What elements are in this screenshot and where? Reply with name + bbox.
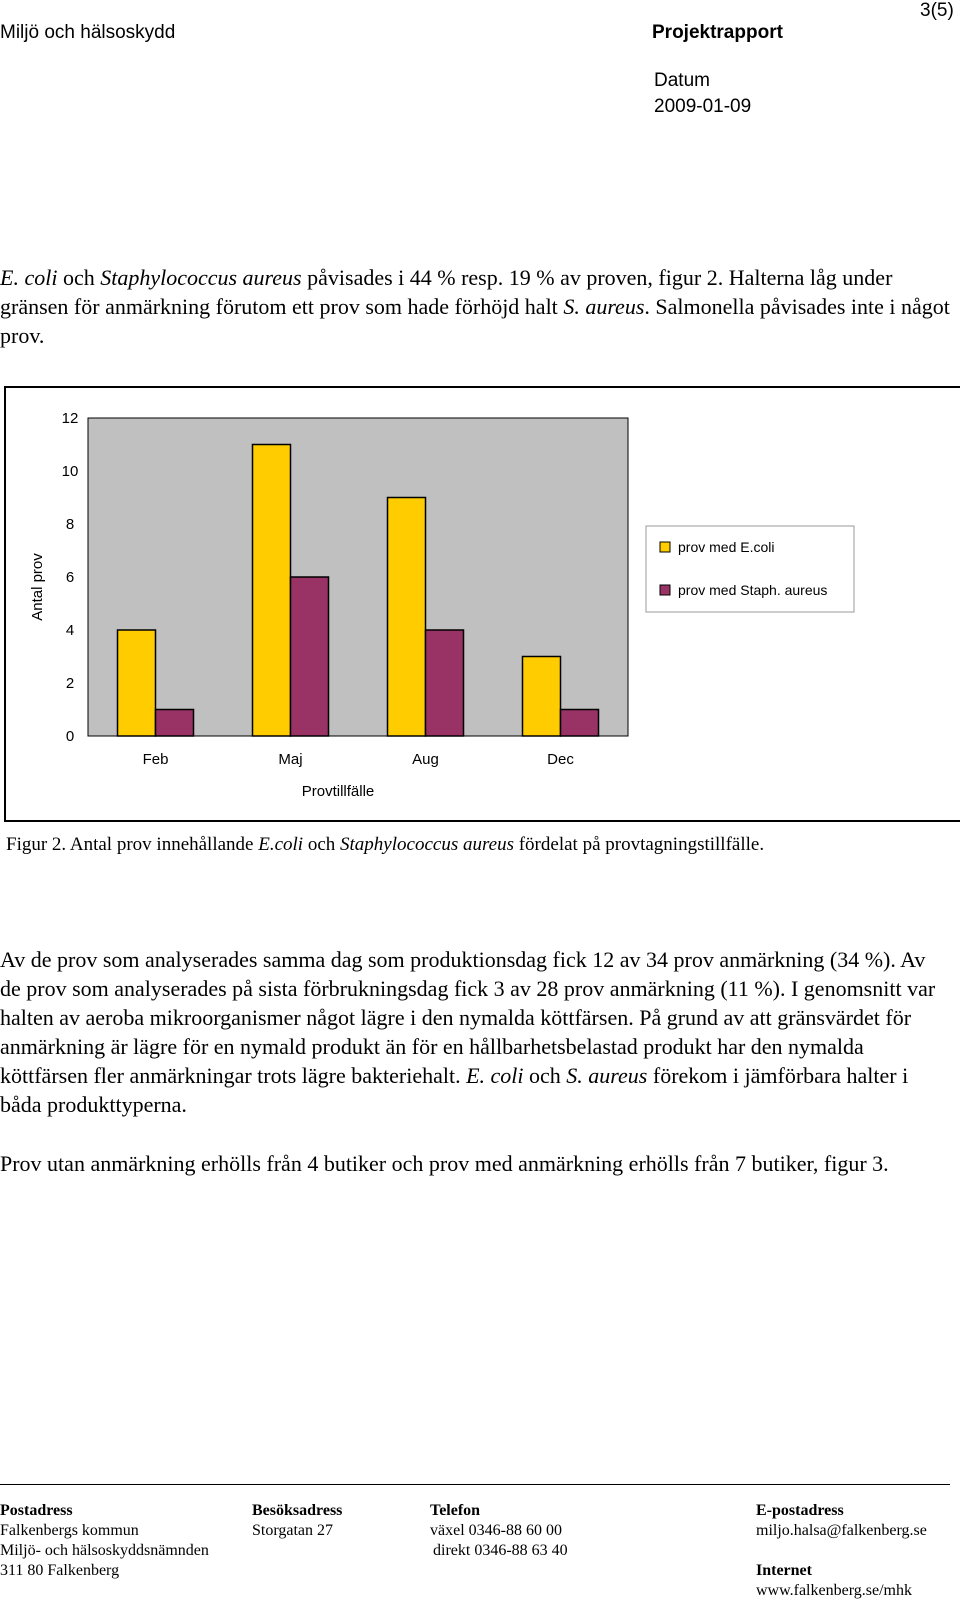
intro-paragraph: E. coli och Staphylococcus aureus påvisades i 44 % resp. 19 % av proven, figur 2. Halterna låg under gränsen för anmärkning förutom ett prov som hade förhöjd halt S. aureus. Salmonella påvisades inte i något prov. <box>0 265 950 348</box>
y-axis-label: Antal prov <box>29 553 46 621</box>
bar-aug-series-2 <box>426 630 464 736</box>
department-name: Miljö och hälsoskydd <box>0 22 176 43</box>
stores-paragraph: Prov utan anmärkning erhölls från 4 butiker och prov med anmärkning erhölls från 7 butiker, figur 3. <box>0 1151 889 1176</box>
visiting-address: Storgatan 27 <box>252 1522 334 1539</box>
y-tick-label: 2 <box>65 675 75 692</box>
bar-chart <box>6 388 960 820</box>
bar-maj-series-2 <box>291 577 329 736</box>
bar-feb-series-2 <box>156 710 194 737</box>
postal-line-2: Miljö- och hälsoskyddsnämnden <box>0 1542 209 1559</box>
internet-title: Internet <box>756 1562 812 1579</box>
phone-direct: direkt 0346-88 63 40 <box>433 1542 568 1559</box>
y-tick-label: 4 <box>65 622 75 639</box>
chart-legend <box>646 526 854 612</box>
email-address[interactable]: miljo.halsa@falkenberg.se <box>756 1522 927 1539</box>
chart-frame <box>4 386 960 822</box>
website-url[interactable]: www.falkenberg.se/mhk <box>756 1582 912 1599</box>
email-title: E-postadress <box>756 1502 844 1519</box>
x-tick-label: Maj <box>278 751 303 768</box>
x-axis-label: Provtillfälle <box>301 783 375 800</box>
legend-swatch <box>660 542 670 552</box>
legend-label: prov med E.coli <box>678 539 775 555</box>
y-tick-label: 12 <box>61 410 79 427</box>
date-label: Datum <box>654 70 710 91</box>
y-tick-label: 10 <box>61 463 79 480</box>
visiting-address-title: Besöksadress <box>252 1502 343 1519</box>
bar-feb-series-1 <box>118 630 156 736</box>
page-number: 3(5) <box>920 0 954 21</box>
phone-switchboard: växel 0346-88 60 00 <box>430 1522 562 1539</box>
legend-swatch <box>660 585 670 595</box>
bar-dec-series-1 <box>523 657 561 737</box>
date-value: 2009-01-09 <box>654 96 752 117</box>
postal-line-1: Falkenbergs kommun <box>0 1522 139 1539</box>
ecoli-term: E. coli <box>0 265 58 290</box>
phone-title: Telefon <box>430 1502 481 1519</box>
figure-caption: Figur 2. Antal prov innehållande E.coli och Staphylococcus aureus fördelat på provtagningstillfälle. <box>6 834 765 855</box>
y-tick-label: 0 <box>65 728 75 745</box>
bar-aug-series-1 <box>388 498 426 737</box>
saureus-term: S. aureus <box>563 294 645 319</box>
footer-divider <box>0 1484 950 1485</box>
postal-line-3: 311 80 Falkenberg <box>0 1562 120 1579</box>
document-type: Projektrapport <box>652 22 783 43</box>
staph-term: Staphylococcus aureus <box>100 265 302 290</box>
x-tick-label: Feb <box>142 751 169 768</box>
y-tick-label: 6 <box>65 569 75 586</box>
bar-maj-series-1 <box>253 445 291 737</box>
legend-label: prov med Staph. aureus <box>678 582 828 598</box>
x-tick-label: Aug <box>412 751 439 768</box>
bar-dec-series-2 <box>561 710 599 737</box>
x-tick-label: Dec <box>547 751 574 768</box>
postal-address-title: Postadress <box>0 1502 73 1519</box>
results-paragraph: Av de prov som analyserades samma dag som produktionsdag fick 12 av 34 prov anmärkning (34 %). Av de prov som analyserades på sista förbrukningsdag fick 3 av 28 prov anmärkning (11 %). I genomsnitt var halten av aeroba mikroorganismer något lägre i den nymalda köttfärsen. På grund av att gränsvärdet för anmärkning är lägre för en nymald produkt än för en hållbarhetsbelastad produkt har den nymalda köttfärsen fler anmärkningar trots lägre bakteriehalt. E. coli och S. aureus förekom i jämförbara halter i båda produkttyperna. <box>0 947 936 1117</box>
y-tick-label: 8 <box>65 516 75 533</box>
